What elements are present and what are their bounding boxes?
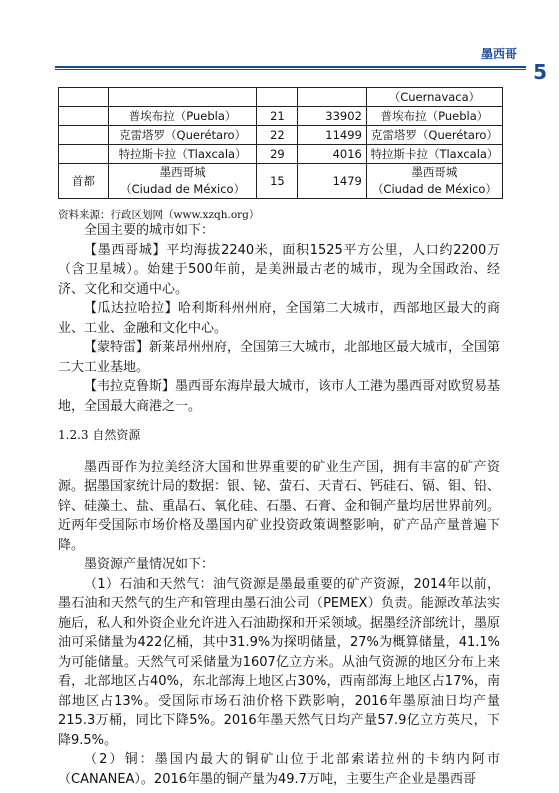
paragraph: （1）石油和天然气：油气资源是墨最重要的矿产资源，2014年以前，墨石油和天然气的生产和管理由墨石油公司（PEMEX）负责。能源改革法实施后，私人和外资企业允许进入石油勘探和开采领域。据墨经济部统计，墨原油可采储量为422亿桶，其中31.9%为探明储量，27%为概算储量，41.1%为可能储量。天然气可采储量为1607亿立方米。从油气资源的地区分布上来看，北部地区占40%，东北部海上地区占30%，西南部海上地区占17%，南部地区占13%。受国际市场石油价格下跌影响，2016年墨原油日均产量215.3万桶，同比下降5%。2016年墨天然气日均产量57.9亿立方英尺，下降9.5%。 <box>58 576 501 748</box>
table-row-capital <box>59 164 503 199</box>
table-cell <box>108 164 257 199</box>
section-title: 1.2.3 自然资源 <box>58 428 141 442</box>
page-number: 5 <box>533 60 547 84</box>
paragraph: 【墨西哥城】平均海拔2240米，面积1525平方公里，人口约2200万（含卫星城）。始建于500年前，是美洲最古老的城市，现为全国政治、经济、文化和交通中心。 <box>58 242 500 297</box>
header-rule <box>55 66 526 68</box>
paragraph: 【瓜达拉哈拉】哈利斯科州州府，全国第二大城市，西部地区最大的商业、工业、金融和文化中心。 <box>58 301 500 336</box>
table-cell: 22 <box>257 126 298 145</box>
table-cell <box>108 88 257 107</box>
table-cell: 4016 <box>298 145 367 164</box>
table-cell <box>59 145 109 164</box>
table-cell <box>366 164 502 199</box>
table-cell: 特拉斯卡拉（Tlaxcala） <box>108 145 257 164</box>
table-cell: 首都 <box>59 164 109 199</box>
table-cell: 15 <box>257 164 298 199</box>
table-cell: 克雷塔罗（Querétaro） <box>108 126 257 145</box>
table-cell: 克雷塔罗（Querétaro） <box>366 126 502 145</box>
table-row <box>59 145 503 164</box>
table-row <box>59 126 503 145</box>
table-cell: 特拉斯卡拉（Tlaxcala） <box>366 145 502 164</box>
table-cell: 普埃布拉（Puebla） <box>366 107 502 126</box>
cell-line: 墨西哥城 <box>159 165 206 179</box>
table-cell: （Cuernavaca） <box>366 88 502 107</box>
paragraph: 【蒙特雷】新莱昂州州府，全国第三大城市，北部地区最大城市，全国第二大工业基地。 <box>58 340 501 375</box>
cell-line: 墨西哥城 <box>411 165 458 179</box>
table-row <box>59 88 503 107</box>
cell-line: （Ciudad de México） <box>120 182 246 196</box>
table-cell <box>59 107 109 126</box>
table-cell: 21 <box>257 107 298 126</box>
table-cell <box>59 88 109 107</box>
table-cell: 1479 <box>298 164 367 199</box>
table-cell: 普埃布拉（Puebla） <box>108 107 257 126</box>
table-cell <box>59 126 109 145</box>
paragraph: 【韦拉克鲁斯】墨西哥东海岸最大城市，该市人工港为墨西哥对欧贸易基地，全国最大商港之一。 <box>58 379 501 414</box>
city-table <box>58 87 503 199</box>
table-row <box>59 107 503 126</box>
paragraph: 墨西哥作为拉美经济大国和世界重要的矿业生产国，拥有丰富的矿产资源。据墨国家统计局的数据：银、铋、萤石、天青石、钙硅石、镉、钼、铅、锌、硅藻土、盐、重晶石、氧化硅、石墨、石膏、金和铜产量均居世界前列。近两年受国际市场价格及墨国内矿业投资政策调整影响，矿产品产量普遍下降。 <box>58 459 501 553</box>
paragraph: 墨资源产量情况如下： <box>84 557 215 572</box>
source-note: 资料来源：行政区划网（www.xzqh.org） <box>58 209 260 221</box>
paragraph: 全国主要的城市如下： <box>84 223 215 238</box>
header-title: 墨西哥 <box>480 47 517 61</box>
main-text <box>58 221 500 789</box>
table-cell <box>257 88 298 107</box>
table-cell: 33902 <box>298 107 367 126</box>
table-cell: 29 <box>257 145 298 164</box>
cell-line: （Ciudad de México） <box>371 182 497 196</box>
paragraph: （2）铜：墨国内最大的铜矿山位于北部索诺拉州的卡纳内阿市（CANANEA）。2016年墨的铜产量为49.7万吨，主要生产企业是墨西哥 <box>58 752 500 787</box>
header-rule-thin <box>55 69 526 70</box>
table-cell: 11499 <box>298 126 367 145</box>
table-cell <box>298 88 367 107</box>
